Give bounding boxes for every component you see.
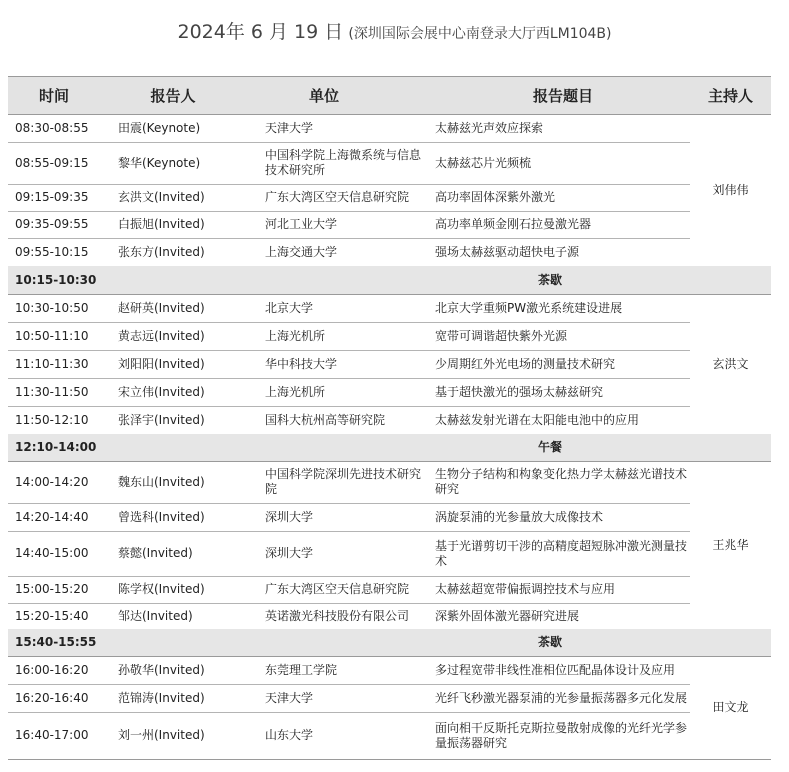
break-label: 茶歇: [537, 635, 562, 649]
time-cell: 16:20-16:40: [15, 690, 89, 705]
topic-cell: 深紫外固体激光器研究进展: [435, 608, 580, 623]
speaker-cell: 范锦涛(Invited): [118, 690, 205, 705]
time-cell: 10:30-10:50: [15, 300, 89, 315]
affiliation-cell: 中国科学院上海微系统与信息技术研究所: [265, 148, 422, 177]
break-label: 茶歇: [537, 272, 562, 287]
speaker-cell: 陈学权(Invited): [118, 582, 205, 596]
speaker-cell: 张泽宇(Invited): [118, 412, 205, 427]
host-cell: 刘伟伟: [712, 183, 749, 197]
topic-cell: 宽带可调谐超快紫外光源: [435, 328, 568, 343]
affiliation-cell: 华中科技大学: [265, 356, 338, 371]
affiliation-cell: 中国科学院深圳先进技术研究院: [265, 467, 422, 496]
speaker-cell: 邹达(Invited): [118, 608, 193, 623]
time-cell: 11:30-11:50: [15, 384, 89, 399]
topic-cell: 基于光谱剪切干涉的高精度超短脉冲激光测量技术: [435, 538, 688, 568]
speaker-cell: 田震(Keynote): [118, 121, 201, 135]
topic-cell: 多过程宽带非线性准相位匹配晶体设计及应用: [435, 662, 676, 677]
speaker-cell: 曾选科(Invited): [118, 509, 205, 524]
affiliation-cell: 天津大学: [265, 690, 314, 705]
host-cell: 田文龙: [712, 700, 749, 714]
affiliation-cell: 英诺激光科技股份有限公司: [265, 608, 410, 623]
speaker-cell: 孙敬华(Invited): [118, 662, 205, 677]
block-bottom-border: [8, 759, 771, 760]
break-time: 15:40-15:55: [15, 635, 97, 649]
speaker-cell: 白振旭(Invited): [118, 217, 205, 231]
time-cell: 16:40-17:00: [15, 728, 89, 742]
topic-cell: 太赫兹光声效应探索: [435, 121, 544, 135]
affiliation-cell: 上海光机所: [265, 328, 326, 343]
affiliation-cell: 上海交通大学: [265, 244, 338, 259]
break-time: 10:15-10:30: [15, 272, 97, 287]
time-cell: 16:00-16:20: [15, 662, 89, 677]
speaker-cell: 黎华(Keynote): [118, 155, 201, 170]
affiliation-cell: 山东大学: [265, 728, 314, 742]
venue-subtitle: (深圳国际会展中心南登录大厅西LM104B): [348, 26, 612, 42]
time-cell: 15:20-15:40: [15, 608, 89, 623]
topic-cell: 太赫兹超宽带偏振调控技术与应用: [435, 582, 616, 596]
topic-cell: 生物分子结构和构象变化热力学太赫兹光谱技术研究: [435, 467, 688, 496]
time-cell: 08:55-09:15: [15, 155, 89, 170]
topic-cell: 面向相干反斯托克斯拉曼散射成像的光纤光学参量振荡器研究: [435, 720, 688, 750]
affiliation-cell: 广东大湾区空天信息研究院: [265, 190, 410, 204]
affiliation-cell: 国科大杭州高等研究院: [265, 412, 386, 427]
time-cell: 09:35-09:55: [15, 217, 89, 231]
topic-cell: 太赫兹发射光谱在太阳能电池中的应用: [435, 412, 640, 427]
date-title: 2024年 6 月 19 日: [177, 21, 344, 43]
time-cell: 14:40-15:00: [15, 546, 89, 560]
speaker-cell: 宋立伟(Invited): [118, 384, 205, 399]
host-cell: 玄洪文: [712, 356, 749, 371]
topic-cell: 高功率单频金刚石拉曼激光器: [435, 217, 592, 231]
header-host: 主持人: [707, 87, 753, 105]
affiliation-cell: 东莞理工学院: [265, 662, 338, 677]
speaker-cell: 蔡懿(Invited): [118, 546, 193, 560]
break-label: 午餐: [537, 440, 562, 454]
time-cell: 08:30-08:55: [15, 121, 89, 135]
speaker-cell: 魏东山(Invited): [118, 474, 205, 489]
speaker-cell: 黄志远(Invited): [118, 328, 205, 343]
header-topic: 报告题目: [532, 87, 593, 105]
topic-cell: 高功率固体深紫外激光: [435, 190, 556, 204]
page-title: [0, 17, 789, 44]
speaker-cell: 刘一州(Invited): [118, 728, 205, 742]
topic-cell: 少周期红外光电场的测量技术研究: [435, 356, 616, 371]
time-cell: 11:10-11:30: [15, 356, 89, 371]
topic-cell: 太赫兹芯片光频梳: [435, 155, 532, 170]
time-cell: 14:20-14:40: [15, 509, 89, 524]
break-row: [8, 629, 771, 656]
affiliation-cell: 广东大湾区空天信息研究院: [265, 582, 410, 596]
speaker-cell: 张东方(Invited): [118, 244, 205, 259]
time-cell: 09:15-09:35: [15, 190, 89, 204]
affiliation-cell: 深圳大学: [265, 546, 314, 560]
speaker-cell: 刘阳阳(Invited): [118, 356, 205, 371]
header-speaker: 报告人: [150, 87, 196, 105]
time-cell: 11:50-12:10: [15, 412, 89, 427]
affiliation-cell: 上海光机所: [265, 384, 326, 399]
time-cell: 14:00-14:20: [15, 474, 89, 489]
topic-cell: 光纤飞秒激光器泵浦的光参量振荡器多元化发展: [435, 690, 688, 705]
break-row: [8, 266, 771, 294]
break-time: 12:10-14:00: [15, 440, 97, 454]
header-affiliation: 单位: [308, 87, 339, 105]
affiliation-cell: 深圳大学: [265, 509, 314, 524]
topic-cell: 涡旋泵浦的光参量放大成像技术: [435, 509, 604, 524]
break-row: [8, 434, 771, 461]
topic-cell: 强场太赫兹驱动超快电子源: [435, 244, 580, 259]
time-cell: 15:00-15:20: [15, 582, 89, 596]
affiliation-cell: 北京大学: [265, 300, 314, 315]
affiliation-cell: 天津大学: [265, 121, 314, 135]
header-time: 时间: [38, 87, 69, 105]
time-cell: 09:55-10:15: [15, 244, 89, 259]
host-cell: 王兆华: [712, 537, 749, 552]
topic-cell: 基于超快激光的强场太赫兹研究: [435, 384, 604, 399]
speaker-cell: 玄洪文(Invited): [118, 190, 205, 204]
time-cell: 10:50-11:10: [15, 328, 89, 343]
topic-cell: 北京大学重频PW激光系统建设进展: [435, 300, 623, 315]
speaker-cell: 赵研英(Invited): [118, 300, 205, 315]
affiliation-cell: 河北工业大学: [265, 217, 338, 231]
